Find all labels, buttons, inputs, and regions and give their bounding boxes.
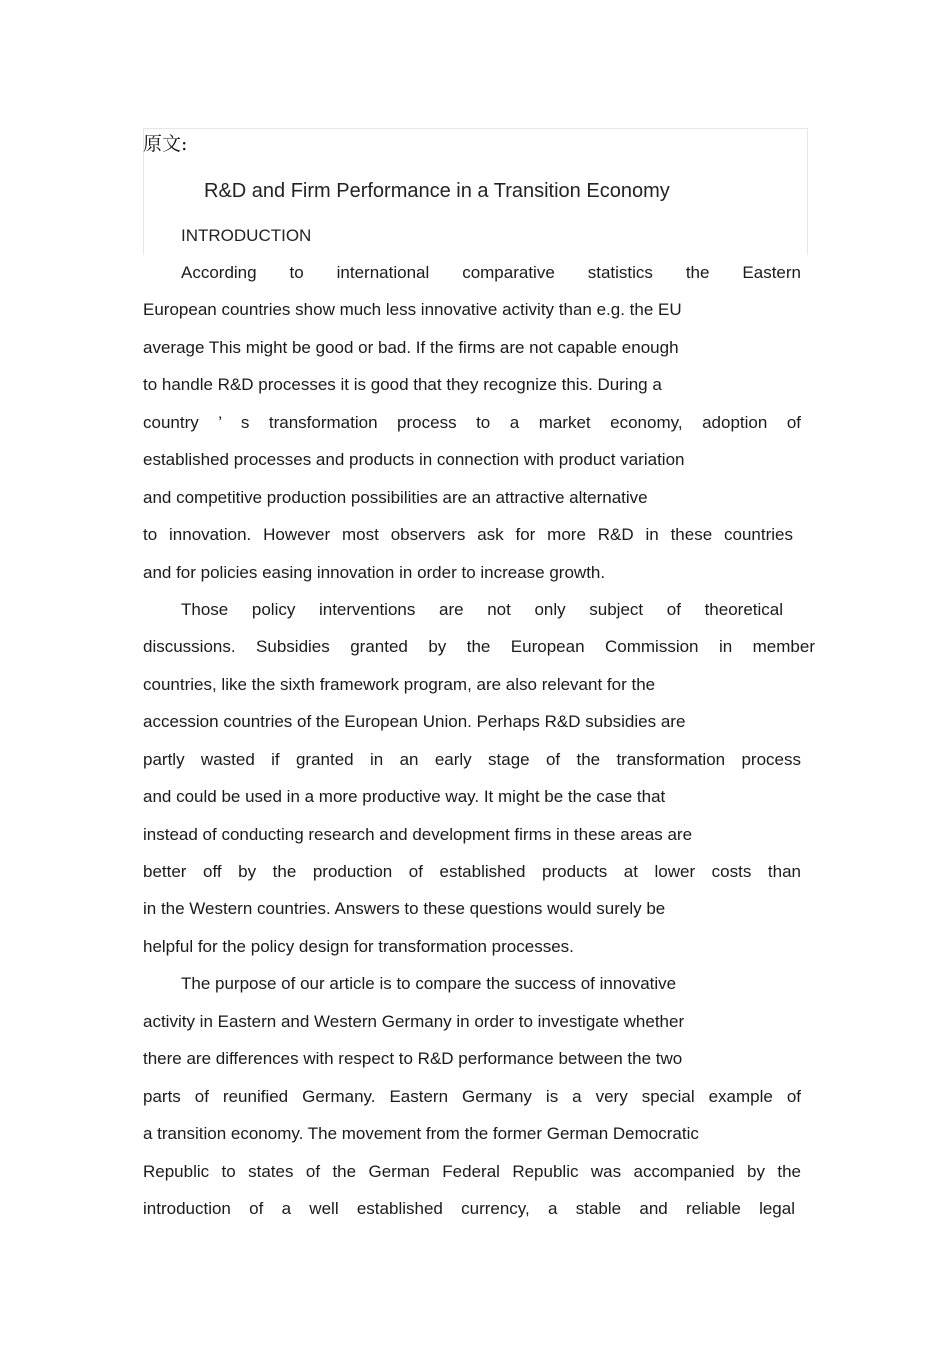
text-line: to innovation. However most observers ask for more R&D in these countries xyxy=(143,525,793,545)
text-line: European countries show much less innovative activity than e.g. the EU xyxy=(143,300,682,320)
text-line: country ’ s transformation process to a market economy, adoption of xyxy=(143,412,801,432)
text-line: average This might be good or bad. If the firms are not capable enough xyxy=(143,337,679,357)
text-line: discussions. Subsidies granted by the European Commission in member xyxy=(143,637,815,657)
text-line: a transition economy. The movement from the former German Democratic xyxy=(143,1124,699,1144)
text-line: Republic to states of the German Federal Republic was accompanied by the xyxy=(143,1161,801,1181)
original-text-label: 原文: xyxy=(143,133,188,155)
text-line: parts of reunified Germany. Eastern Germany is a very special example of xyxy=(143,1086,801,1106)
text-line: The purpose of our article is to compare the success of innovative xyxy=(181,974,677,994)
text-line: helpful for the policy design for transformation processes. xyxy=(143,936,574,956)
text-line: established processes and products in connection with product variation xyxy=(143,450,685,470)
text-line: and for policies easing innovation in order to increase growth. xyxy=(143,562,606,582)
section-heading: INTRODUCTION xyxy=(181,226,312,245)
text-line: in the Western countries. Answers to these questions would surely be xyxy=(143,899,666,919)
text-line: accession countries of the European Union. Perhaps R&D subsidies are xyxy=(143,712,686,732)
text-line: According to international comparative statistics the Eastern xyxy=(181,263,801,282)
text-line: introduction of a well established currency, a stable and reliable legal xyxy=(143,1198,795,1218)
text-line: Those policy interventions are not only subject of theoretical xyxy=(181,599,783,619)
text-line: there are differences with respect to R&D performance between the two xyxy=(143,1049,683,1069)
text-line: countries, like the sixth framework program, are also relevant for the xyxy=(143,674,656,694)
text-line: instead of conducting research and development firms in these areas are xyxy=(143,824,693,844)
text-line: partly wasted if granted in an early stage of the transformation process xyxy=(143,749,801,769)
article-body xyxy=(143,259,815,1232)
article-title: R&D and Firm Performance in a Transition Economy xyxy=(204,180,670,202)
text-line: to handle R&D processes it is good that they recognize this. During a xyxy=(143,375,662,395)
text-line: activity in Eastern and Western Germany in order to investigate whether xyxy=(143,1011,685,1031)
text-line: and could be used in a more productive way. It might be the case that xyxy=(143,787,666,807)
text-line: better off by the production of established products at lower costs than xyxy=(143,862,801,881)
text-line: and competitive production possibilities are an attractive alternative xyxy=(143,487,648,507)
